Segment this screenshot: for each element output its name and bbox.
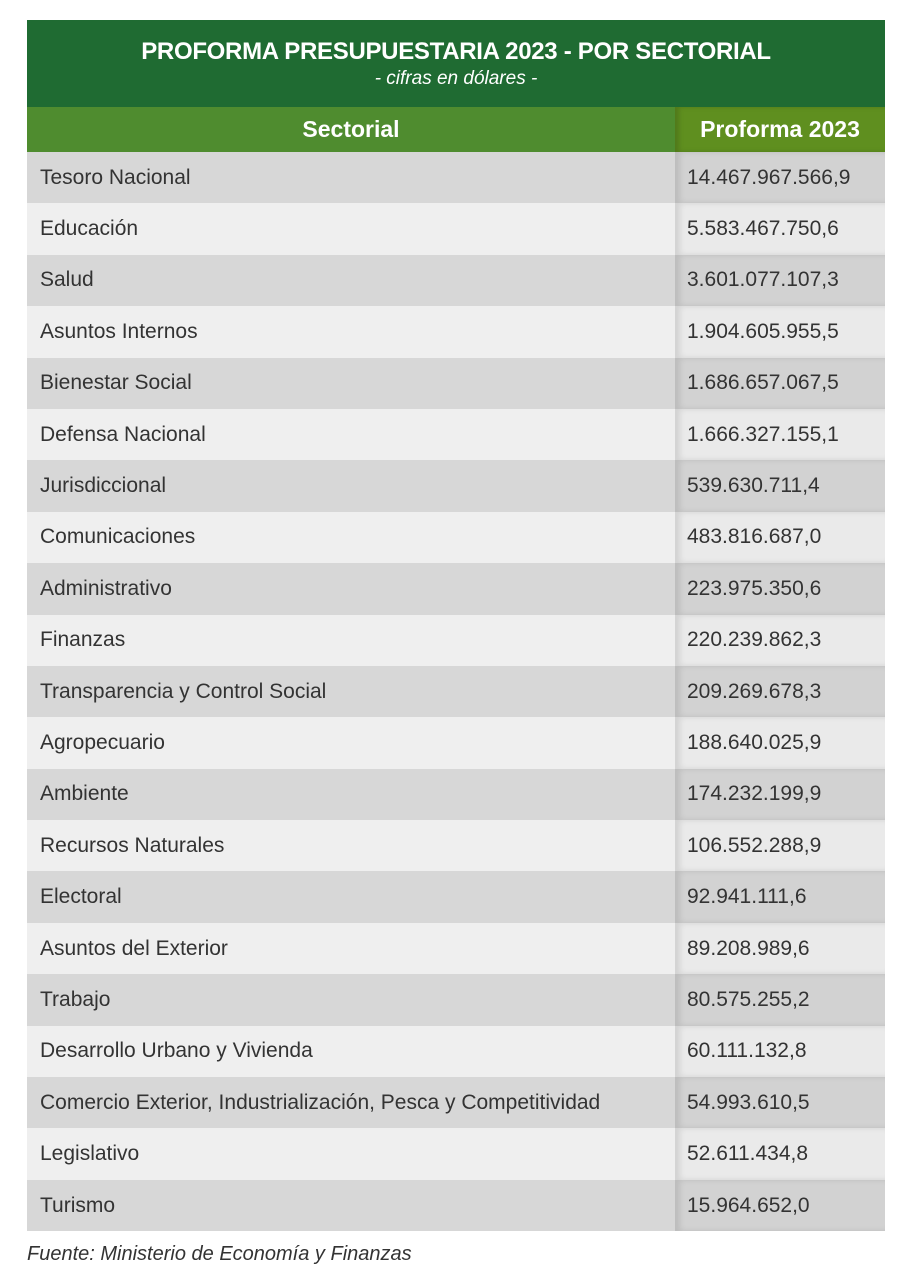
cell-value: 539.630.711,4 (675, 460, 885, 511)
table-row (27, 460, 885, 511)
table-row (27, 563, 885, 614)
cell-value: 1.686.657.067,5 (675, 358, 885, 409)
cell-sector: Comunicaciones (40, 525, 196, 549)
cell-value: 3.601.077.107,3 (675, 255, 885, 306)
cell-value: 14.467.967.566,9 (675, 152, 885, 203)
table-row (27, 974, 885, 1025)
cell-sector: Comercio Exterior, Industrialización, Pesca y Competitividad (40, 1090, 601, 1114)
table-row (27, 717, 885, 768)
cell-sector: Ambiente (40, 782, 129, 806)
cell-value: 54.993.610,5 (675, 1077, 885, 1128)
cell-sector: Turismo (40, 1193, 116, 1217)
cell-value: 5.583.467.750,6 (675, 203, 885, 254)
table-row (27, 1077, 885, 1128)
cell-value: 15.964.652,0 (675, 1180, 885, 1231)
cell-value: 92.941.111,6 (675, 871, 885, 922)
cell-sector: Bienestar Social (40, 371, 192, 395)
cell-sector: Desarrollo Urbano y Vivienda (40, 1039, 313, 1063)
table-row (27, 409, 885, 460)
cell-value: 89.208.989,6 (675, 923, 885, 974)
cell-sector: Educación (40, 217, 139, 241)
cell-value: 483.816.687,0 (675, 512, 885, 563)
cell-sector: Trabajo (40, 987, 111, 1011)
table-row (27, 255, 885, 306)
table-row (27, 203, 885, 254)
table-row (27, 1180, 885, 1231)
cell-sector: Legislativo (40, 1142, 140, 1166)
table-row (27, 666, 885, 717)
cell-value: 188.640.025,9 (675, 717, 885, 768)
cell-value: 220.239.862,3 (675, 615, 885, 666)
column-header-value: Proforma 2023 (675, 107, 885, 152)
cell-value: 1.666.327.155,1 (675, 409, 885, 460)
cell-value: 106.552.288,9 (675, 820, 885, 871)
cell-value: 223.975.350,6 (675, 563, 885, 614)
budget-table (27, 20, 885, 1231)
table-title-bar (27, 20, 885, 107)
cell-sector: Tesoro Nacional (40, 165, 191, 189)
cell-sector: Electoral (40, 885, 122, 909)
cell-sector: Defensa Nacional (40, 422, 206, 446)
source-note: Fuente: Ministerio de Economía y Finanzas (27, 1243, 412, 1265)
table-row (27, 306, 885, 357)
table-header-row (27, 107, 885, 152)
cell-value: 209.269.678,3 (675, 666, 885, 717)
table-row (27, 512, 885, 563)
cell-value: 52.611.434,8 (675, 1128, 885, 1179)
cell-sector: Salud (40, 268, 94, 292)
cell-sector: Administrativo (40, 576, 172, 600)
cell-sector: Jurisdiccional (40, 474, 167, 498)
table-body (27, 152, 885, 1231)
cell-value: 60.111.132,8 (675, 1026, 885, 1077)
cell-value: 1.904.605.955,5 (675, 306, 885, 357)
cell-sector: Finanzas (40, 628, 126, 652)
table-row (27, 923, 885, 974)
table-row (27, 152, 885, 203)
cell-value: 174.232.199,9 (675, 769, 885, 820)
table-row (27, 871, 885, 922)
cell-sector: Asuntos del Exterior (40, 936, 228, 960)
cell-sector: Asuntos Internos (40, 319, 198, 343)
cell-value: 80.575.255,2 (675, 974, 885, 1025)
table-row (27, 820, 885, 871)
table-row (27, 769, 885, 820)
table-row (27, 1128, 885, 1179)
table-row (27, 1026, 885, 1077)
table-row (27, 358, 885, 409)
cell-sector: Agropecuario (40, 730, 165, 754)
column-header-sector: Sectorial (27, 107, 675, 152)
cell-sector: Recursos Naturales (40, 833, 225, 857)
table-title: PROFORMA PRESUPUESTARIA 2023 - POR SECTORIAL (141, 38, 771, 65)
cell-sector: Transparencia y Control Social (40, 679, 327, 703)
table-row (27, 615, 885, 666)
table-subtitle: - cifras en dólares - (374, 68, 538, 89)
